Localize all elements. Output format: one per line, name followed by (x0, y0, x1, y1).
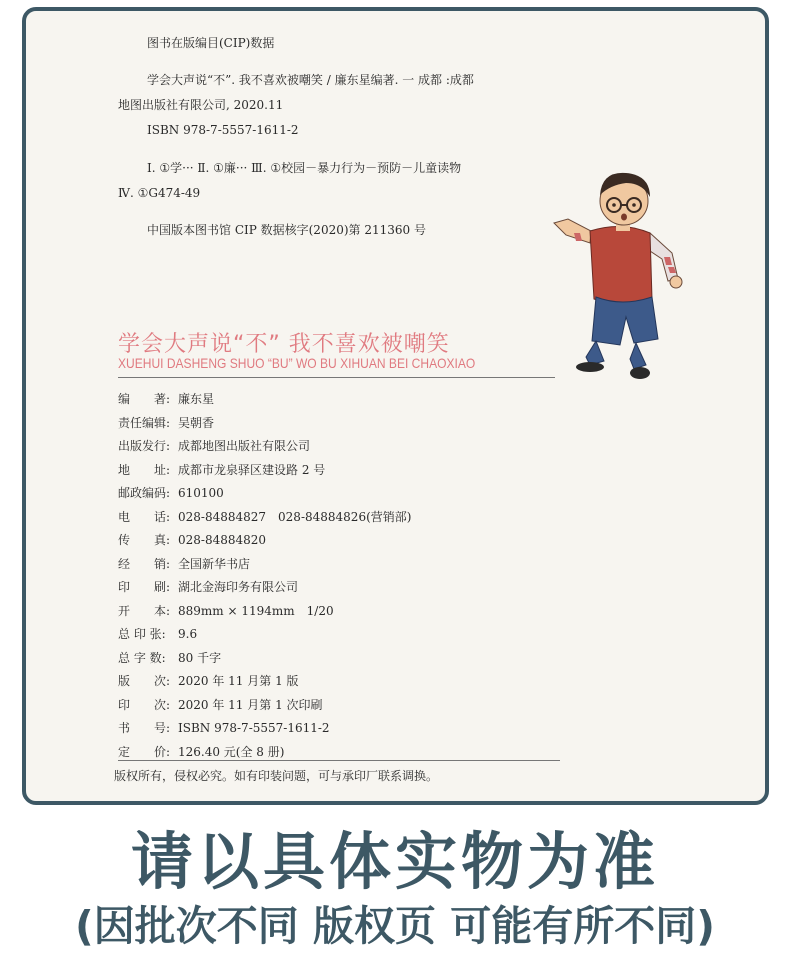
info-row-edition: 版 次: 2020 年 11 月第 1 版 (118, 674, 299, 688)
info-row-price: 定 价: 126.40 元(全 8 册) (118, 745, 285, 759)
info-row-publisher: 出版发行: 成都地图出版社有限公司 (118, 439, 311, 453)
book-title-chinese: 学会大声说“不” 我不喜欢被嘲笑 (118, 332, 450, 357)
info-row-isbn: 书 号: ISBN 978-7-5557-1611-2 (118, 721, 330, 735)
cip-line-1: 学会大声说“不”. 我不喜欢被嘲笑 / 廉东星编著. 一 成都 :成都 (147, 73, 474, 87)
cip-line-2: 地图出版社有限公司, 2020.11 (118, 98, 284, 112)
info-row-wordcount: 总 字 数: 80 千字 (118, 651, 222, 665)
cip-heading: 图书在版编目(CIP)数据 (147, 36, 275, 50)
cip-approval: 中国版本图书馆 CIP 数据核字(2020)第 211360 号 (147, 223, 426, 237)
cip-isbn: ISBN 978-7-5557-1611-2 (147, 123, 299, 137)
info-row-author: 编 著: 廉东星 (118, 392, 215, 406)
info-row-address: 地 址: 成都市龙泉驿区建设路 2 号 (118, 463, 326, 477)
divider-top (118, 377, 555, 378)
info-row-distributor: 经 销: 全国新华书店 (118, 557, 251, 571)
info-row-postcode: 邮政编码: 610100 (118, 486, 224, 500)
info-row-editor: 责任编辑: 吴朝香 (118, 416, 215, 430)
info-row-printer: 印 刷: 湖北金海印务有限公司 (118, 580, 299, 594)
copyright-notice: 版权所有，侵权必究。如有印装问题，可与承印厂联系调换。 (114, 769, 439, 783)
book-title-pinyin: XUEHUI DASHENG SHUO “BU” WO BU XIHUAN BEI CHAOXIAO (118, 355, 476, 371)
boy-illustration (546, 161, 696, 391)
cip-class-2: Ⅳ. ①G474-49 (118, 186, 201, 200)
info-row-format: 开 本: 889mm × 1194mm 1/20 (118, 604, 334, 618)
divider-bottom (118, 760, 560, 761)
info-row-fax: 传 真: 028-84884820 (118, 533, 267, 547)
caption-sub: (因批次不同 版权页 可能有所不同) (74, 902, 716, 950)
copyright-page-card (22, 7, 769, 805)
info-row-sheets: 总 印 张: 9.6 (118, 627, 198, 641)
info-row-impression: 印 次: 2020 年 11 月第 1 次印刷 (118, 698, 323, 712)
cip-class-1: Ⅰ. ①学··· Ⅱ. ①廉··· Ⅲ. ①校园－暴力行为－预防－儿童读物 (147, 161, 462, 175)
caption-main: 请以具体实物为准 (130, 825, 659, 898)
info-row-phone: 电 话: 028-84884827 028-84884826(营销部) (118, 510, 412, 524)
